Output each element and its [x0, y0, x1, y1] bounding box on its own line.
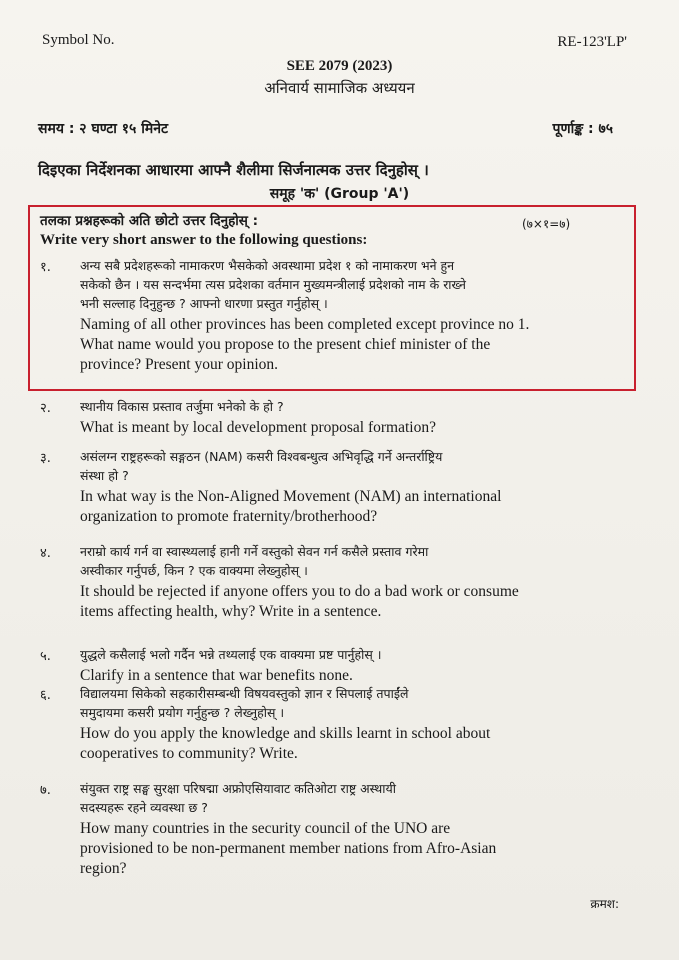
question-text-english: How do you apply the knowledge and skills learnt in school about — [80, 725, 491, 742]
question-text-english: organization to promote fraternity/brotherhood? — [80, 508, 378, 525]
question-text-nepali: सदस्यहरू रहने व्यवस्था छ ? — [80, 800, 208, 815]
question-text-english: It should be rejected if anyone offers you to do a bad work or consume — [80, 583, 519, 600]
question-text-english: province? Present your opinion. — [80, 356, 279, 373]
question-text-english: In what way is the Non-Aligned Movement (NAM) an international — [80, 488, 502, 505]
question-text-nepali: स्थानीय विकास प्रस्ताव तर्जुमा भनेको के हो ? — [80, 399, 284, 414]
question-number: ५. — [40, 649, 51, 664]
question-text-nepali: भनी सल्लाह दिनुहुन्छ ? आफ्नो धारणा प्रस्तुत गर्नुहोस् । — [80, 296, 328, 311]
paper-code: RE-123'LP' — [557, 34, 627, 50]
question-text-english: items affecting health, why? Write in a sentence. — [80, 603, 382, 620]
question-text-english: What name would you propose to the present chief minister of the — [80, 336, 491, 353]
question-text-english: Naming of all other provinces has been completed except province no 1. — [80, 316, 530, 333]
question-text-english: provisioned to be non-permanent member nations from Afro-Asian — [80, 840, 497, 857]
question-text-english: cooperatives to community? Write. — [80, 745, 298, 762]
symbol-number-label: Symbol No. — [42, 32, 115, 48]
exam-title: SEE 2079 (2023) — [286, 58, 393, 74]
time-allowed: समय : २ घण्टा १५ मिनेट — [38, 121, 169, 137]
group-heading: समूह 'क' (Group 'A') — [269, 186, 410, 202]
question-number: २. — [40, 401, 51, 416]
question-number: ४. — [40, 546, 51, 561]
question-text-nepali: संस्था हो ? — [80, 468, 129, 483]
question-text-english: region? — [80, 860, 127, 877]
question-text-english: Clarify in a sentence that war benefits none. — [80, 667, 353, 684]
question-number: ७. — [40, 783, 51, 798]
question-text-english: How many countries in the security council of the UNO are — [80, 820, 451, 837]
question-text-nepali: युद्धले कसैलाई भलो गर्दैन भन्ने तथ्यलाई एक वाक्यमा प्रष्ट पार्नुहोस् । — [80, 647, 382, 662]
question-text-nepali: अस्वीकार गर्नुपर्छ, किन ? एक वाक्यमा लेख्नुहोस् । — [80, 563, 308, 578]
continued-marker: क्रमश: — [590, 897, 619, 911]
section-instruction-nepali: तलका प्रश्नहरूको अति छोटो उत्तर दिनुहोस् : — [40, 213, 259, 229]
question-text-nepali: अन्य सबै प्रदेशहरूको नामाकरण भैसकेको अवस्थामा प्रदेश १ को नामाकरण भने हुन — [80, 258, 455, 273]
question-number: ६. — [40, 688, 51, 703]
question-text-nepali: समुदायमा कसरी प्रयोग गर्नुहुन्छ ? लेख्नुहोस् । — [80, 705, 285, 720]
section-instruction-english: Write very short answer to the following questions: — [40, 232, 368, 248]
question-text-nepali: सकेको छैन । यस सन्दर्भमा त्यस प्रदेशका वर्तमान मुख्यमन्त्रीलाई प्रदेशको नाम के राख्ने — [80, 277, 466, 292]
question-text-nepali: असंलग्न राष्ट्रहरूको सङ्गठन (NAM) कसरी विश्वबन्धुत्व अभिवृद्धि गर्ने अन्तर्राष्ट्रिय — [80, 449, 443, 464]
question-text-nepali: विद्यालयमा सिकेको सहकारीसम्बन्धी विषयवस्तुको ज्ञान र सिपलाई तपाईंले — [80, 686, 409, 701]
subject-title: अनिवार्य सामाजिक अध्ययन — [264, 79, 415, 97]
question-number: ३. — [40, 451, 51, 466]
question-text-english: What is meant by local development proposal formation? — [80, 419, 436, 436]
section-marks: (७×१=७) — [522, 217, 571, 231]
question-text-nepali: नराम्रो कार्य गर्न वा स्वास्थ्यलाई हानी गर्ने वस्तुको सेवन गर्न कसैले प्रस्ताव गरेमा — [80, 544, 429, 559]
full-marks: पूर्णाङ्क : ७५ — [552, 121, 613, 137]
general-instruction: दिइएका निर्देशनका आधारमा आफ्नै शैलीमा सिर्जनात्मक उत्तर दिनुहोस् । — [38, 161, 429, 179]
question-text-nepali: संयुक्त राष्ट्र सङ्घ सुरक्षा परिषद्मा अफ्रोएसियावाट कतिओटा राष्ट्र अस्थायी — [80, 781, 396, 796]
question-number: १. — [40, 260, 51, 275]
